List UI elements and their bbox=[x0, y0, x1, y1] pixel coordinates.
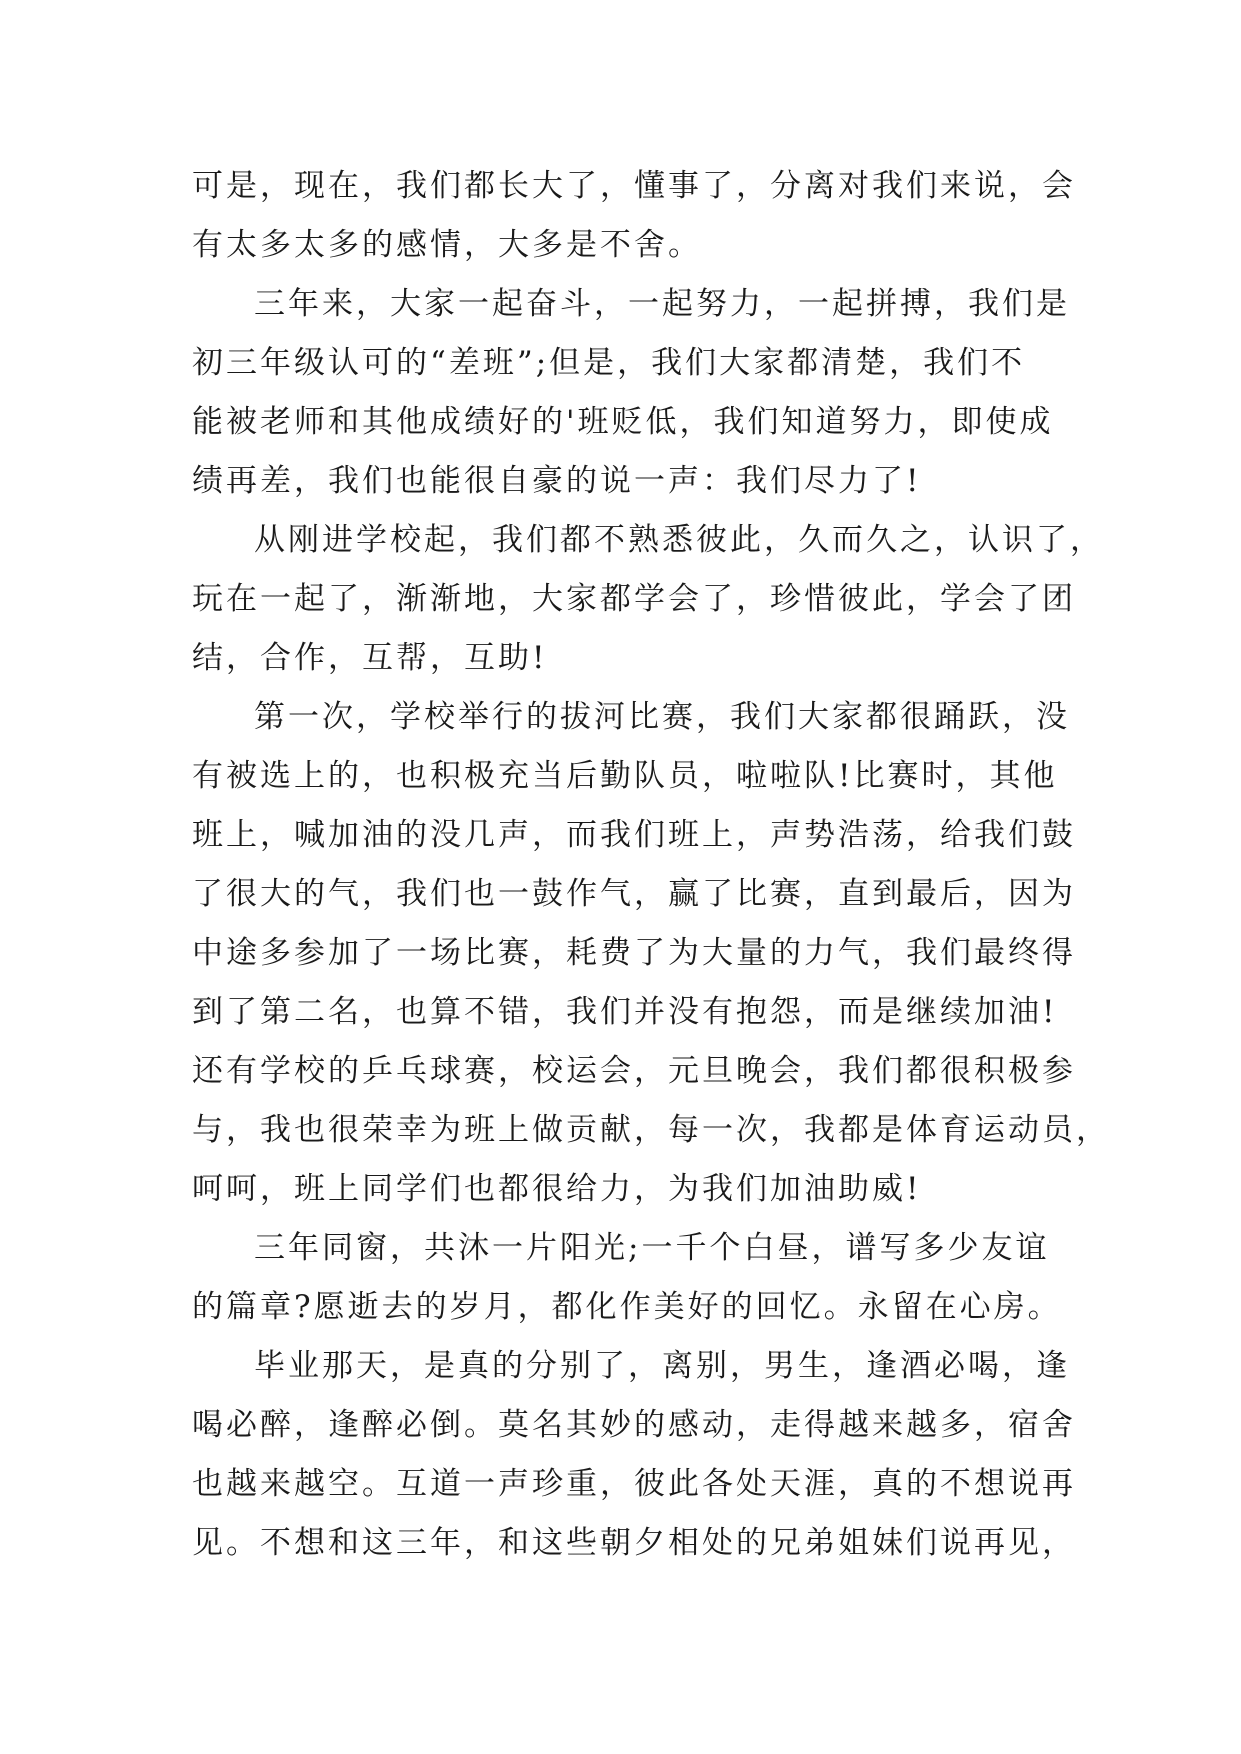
text-line: 有被选上的，也积极充当后勤队员，啦啦队!比赛时，其他 bbox=[192, 758, 1058, 794]
text-line: 从刚进学校起，我们都不熟悉彼此，久而久之，认识了， bbox=[254, 522, 1104, 558]
paragraph bbox=[192, 157, 1076, 275]
document-body bbox=[192, 157, 1110, 1573]
paragraph bbox=[192, 1337, 1076, 1573]
text-line: 了很大的气，我们也一鼓作气，赢了比赛，直到最后，因为 bbox=[192, 876, 1076, 912]
paragraph bbox=[192, 688, 1110, 1219]
paragraph bbox=[192, 1219, 1072, 1337]
text-line: 的篇章?愿逝去的岁月，都化作美好的回忆。永留在心房。 bbox=[192, 1289, 1062, 1325]
paragraph bbox=[192, 275, 1072, 511]
text-line: 喝必醉，逢醉必倒。莫名其妙的感动，走得越来越多，宿舍 bbox=[192, 1407, 1076, 1443]
text-line: 见。不想和这三年，和这些朝夕相处的兄弟姐妹们说再见， bbox=[192, 1525, 1076, 1561]
text-line: 三年同窗，共沐一片阳光;一千个白昼，谱写多少友谊 bbox=[254, 1230, 1050, 1266]
text-line: 还有学校的乒乓球赛，校运会，元旦晚会，我们都很积极参 bbox=[192, 1053, 1076, 1089]
text-line: 班上，喊加油的没几声，而我们班上，声势浩荡，给我们鼓 bbox=[192, 817, 1076, 853]
text-line: 绩再差，我们也能很自豪的说一声：我们尽力了! bbox=[192, 463, 922, 499]
text-line: 毕业那天，是真的分别了，离别，男生，逢酒必喝，逢 bbox=[254, 1348, 1070, 1384]
text-line: 中途多参加了一场比赛，耗费了为大量的力气，我们最终得 bbox=[192, 935, 1076, 971]
text-line: 玩在一起了，渐渐地，大家都学会了，珍惜彼此，学会了团 bbox=[192, 581, 1076, 617]
text-line: 第一次，学校举行的拔河比赛，我们大家都很踊跃，没 bbox=[254, 699, 1070, 735]
text-line: 也越来越空。互道一声珍重，彼此各处天涯，真的不想说再 bbox=[192, 1466, 1076, 1502]
text-line: 结，合作，互帮，互助! bbox=[192, 640, 548, 676]
text-line: 呵呵，班上同学们也都很给力，为我们加油助威! bbox=[192, 1171, 922, 1207]
text-line: 有太多太多的感情，大多是不舍。 bbox=[192, 227, 702, 263]
text-line: 可是，现在，我们都长大了，懂事了，分离对我们来说，会 bbox=[192, 168, 1076, 204]
text-line: 三年来，大家一起奋斗，一起努力，一起拼搏，我们是 bbox=[254, 286, 1070, 322]
text-line: 初三年级认可的“差班”;但是，我们大家都清楚，我们不 bbox=[192, 345, 1026, 381]
text-line: 与，我也很荣幸为班上做贡献，每一次，我都是体育运动员， bbox=[192, 1112, 1110, 1148]
paragraph bbox=[192, 511, 1104, 688]
text-line: 能被老师和其他成绩好的'班贬低，我们知道努力，即使成 bbox=[192, 404, 1054, 440]
text-line: 到了第二名，也算不错，我们并没有抱怨，而是继续加油! bbox=[192, 994, 1058, 1030]
